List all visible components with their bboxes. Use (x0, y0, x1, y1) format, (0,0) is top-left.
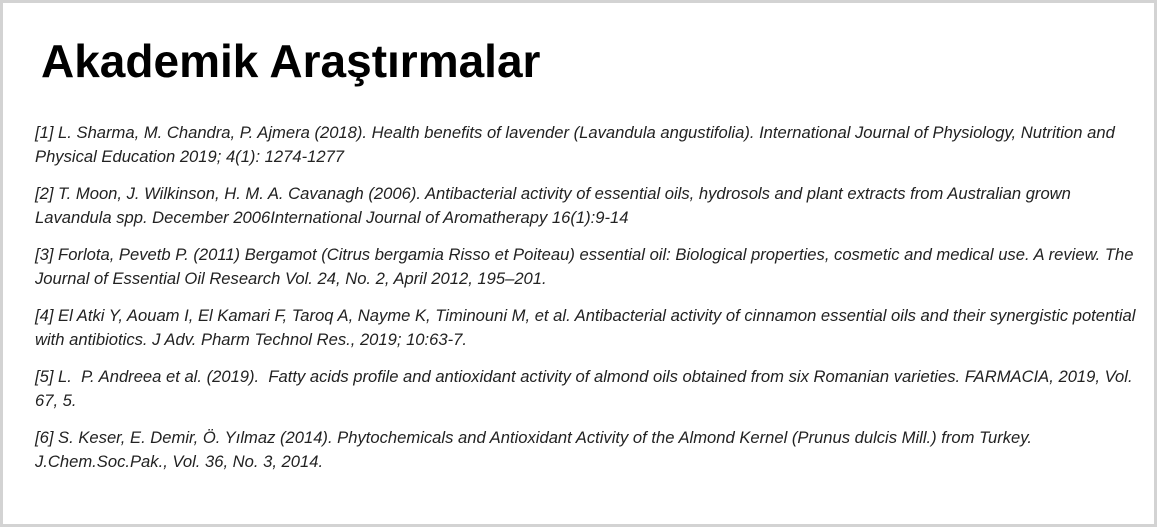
page-title: Akademik Araştırmalar (41, 35, 541, 87)
reference-item: [3] Forlota, Pevetb P. (2011) Bergamot (Citrus bergamia Risso et Poiteau) essential oil: Biological properties, cosmetic and medical use. A review. The Journal of Essential Oil Research Vol. 24, No. 2, April 2012, 195–201. (35, 245, 1139, 288)
reference-item: [6] S. Keser, E. Demir, Ö. Yılmaz (2014). Phytochemicals and Antioxidant Activity of the Almond Kernel (Prunus dulcis Mill.) from Turkey. J.Chem.Soc.Pak., Vol. 36, No. 3, 2014. (35, 428, 1037, 471)
reference-item: [1] L. Sharma, M. Chandra, P. Ajmera (2018). Health benefits of lavender (Lavandula angustifolia). International Journal of Physiology, Nutrition and Physical Education 2019; 4(1): 1274-1277 (35, 123, 1120, 166)
reference-list (35, 121, 1140, 487)
reference-item: [2] T. Moon, J. Wilkinson, H. M. A. Cavanagh (2006). Antibacterial activity of essential oils, hydrosols and plant extracts from Australian grown Lavandula spp. December 2006International Journal of Aromatherapy 16(1):9-14 (35, 184, 1076, 227)
reference-item: [5] L. P. Andreea et al. (2019). Fatty acids profile and antioxidant activity of almond oils obtained from six Romanian varieties. FARMACIA, 2019, Vol. 67, 5. (35, 367, 1138, 410)
reference-item: [4] El Atki Y, Aouam I, El Kamari F, Taroq A, Nayme K, Timinouni M, et al. Antibacterial activity of cinnamon essential oils and their synergistic potential with antibiotics. J Adv. Pharm Technol Res., 2019; 10:63-7. (35, 306, 1141, 349)
